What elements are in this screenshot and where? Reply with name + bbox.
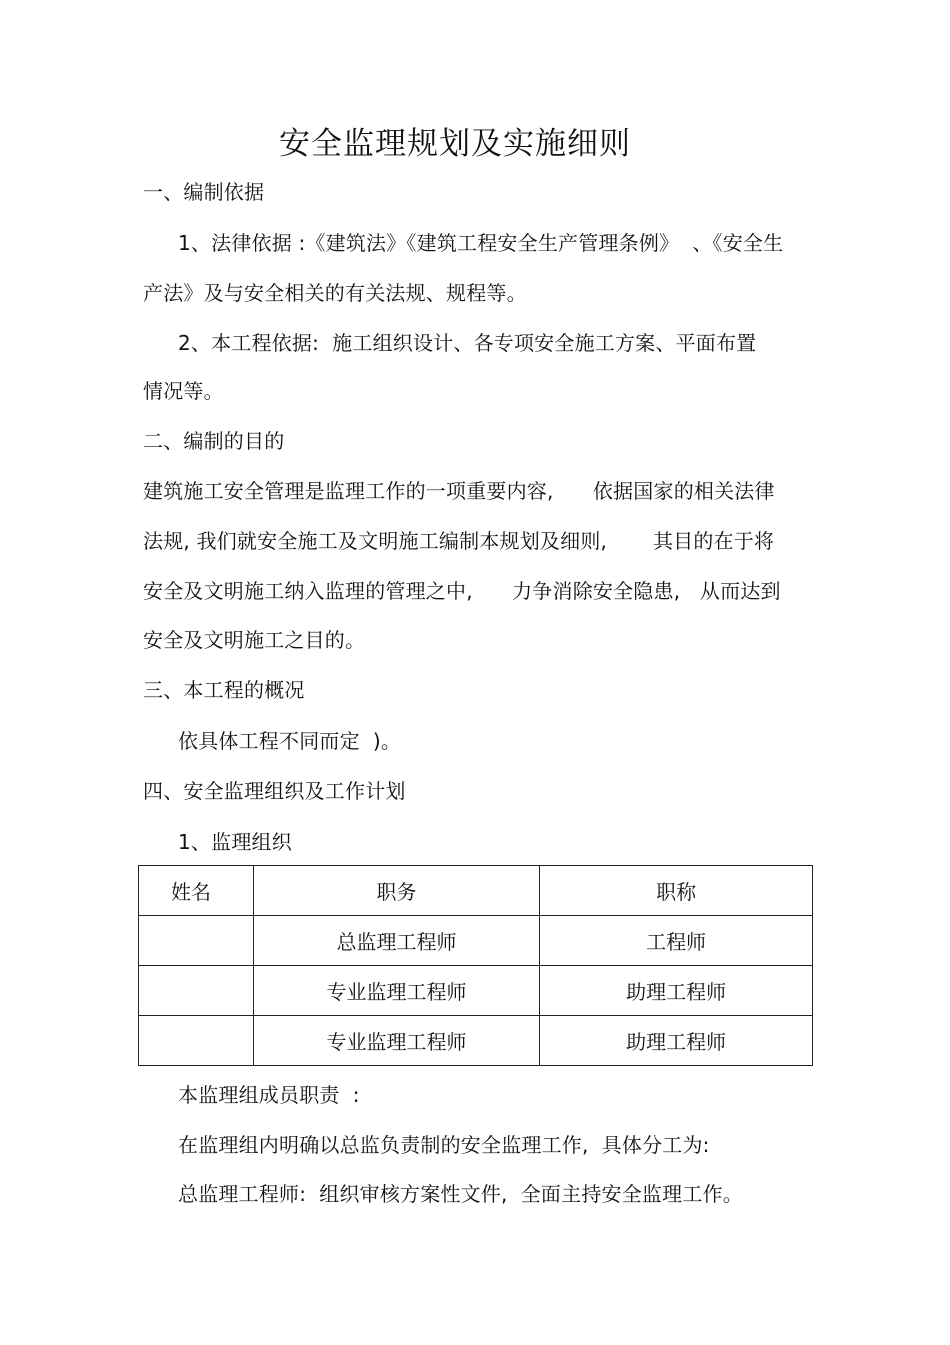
table-header-cell: 姓名 (139, 866, 254, 916)
table-row (139, 966, 813, 1016)
paragraph-line: 依具体工程不同而定 )。 (178, 729, 402, 753)
table-cell (139, 916, 254, 966)
paragraph-line: 情况等。 (143, 379, 224, 403)
table-cell (139, 1016, 254, 1066)
table-cell: 助理工程师 (540, 1016, 813, 1066)
paragraph-line: 安全及文明施工纳入监理的管理之中, 力争消除安全隐患, 从而达到 (143, 579, 781, 603)
document-title: 安全监理规划及实施细则 (279, 126, 631, 162)
table-cell: 工程师 (540, 916, 813, 966)
table-cell: 总监理工程师 (253, 916, 540, 966)
table-row (139, 1016, 813, 1066)
table-cell: 专业监理工程师 (253, 966, 540, 1016)
table-header-row (139, 866, 813, 916)
paragraph-line: 建筑施工安全管理是监理工作的一项重要内容, 依据国家的相关法律 (143, 479, 775, 503)
paragraph-line: 本监理组成员职责 : (178, 1083, 360, 1107)
table-cell: 助理工程师 (540, 966, 813, 1016)
table-cell: 专业监理工程师 (253, 1016, 540, 1066)
section-heading-1: 一、编制依据 (143, 180, 265, 204)
paragraph-line: 1、法律依据 :《建筑法》《建筑工程安全生产管理条例》 、《安全生 (178, 231, 784, 255)
section-heading-2: 二、编制的目的 (143, 429, 285, 453)
section-heading-4: 四、安全监理组织及工作计划 (143, 779, 406, 803)
paragraph-line: 产法》及与安全相关的有关法规、规程等。 (143, 281, 527, 305)
table-row (139, 916, 813, 966)
subsection-heading: 1、监理组织 (178, 830, 292, 854)
paragraph-line: 在监理组内明确以总监负责制的安全监理工作, 具体分工为: (178, 1133, 710, 1157)
table-cell (139, 966, 254, 1016)
paragraph-line: 安全及文明施工之目的。 (143, 628, 366, 652)
section-heading-3: 三、本工程的概况 (143, 678, 305, 702)
paragraph-line: 总监理工程师: 组织审核方案性文件, 全面主持安全监理工作。 (178, 1182, 743, 1206)
table-header-cell: 职称 (540, 866, 813, 916)
table-header-cell: 职务 (253, 866, 540, 916)
staff-table (138, 865, 813, 1066)
paragraph-line: 2、本工程依据: 施工组织设计、各专项安全施工方案、平面布置 (178, 331, 757, 355)
paragraph-line: 法规, 我们就安全施工及文明施工编制本规划及细则, 其目的在于将 (143, 529, 775, 553)
